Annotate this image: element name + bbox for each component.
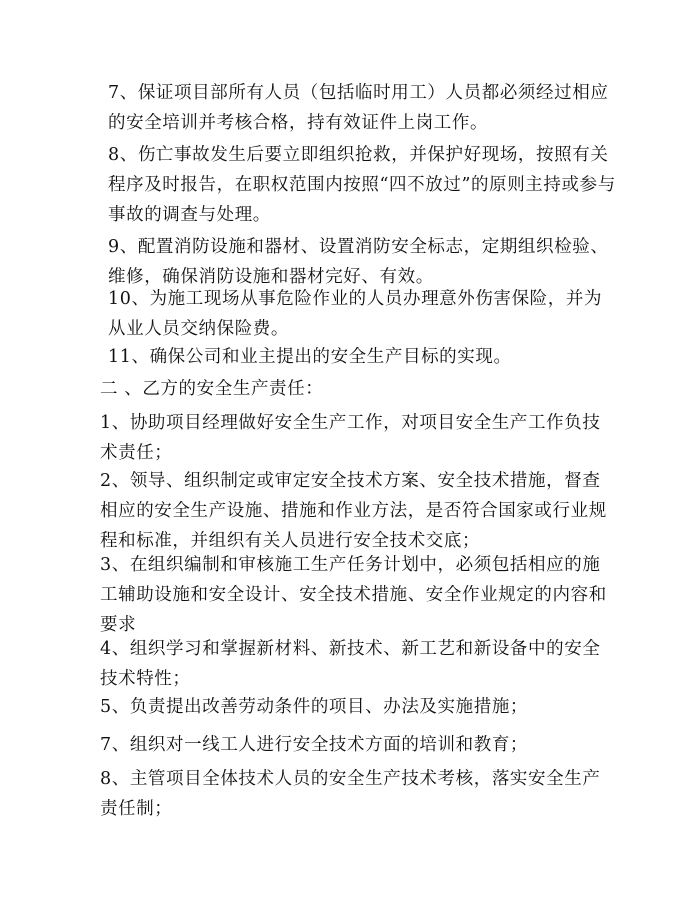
paragraph-item-11: 11、确保公司和业主提出的安全生产目标的实现。 <box>108 347 512 367</box>
duty-item-3: 3、在组织编制和审核施工生产任务计划中，必须包括相应的施工辅助设施和安全设计、安全技术措施、安全作业规定的内容和要求 <box>100 555 607 635</box>
duty-item-5: 5、负责提出改善劳动条件的项目、办法及实施措施； <box>100 697 529 717</box>
paragraph-item-8: 8、伤亡事故发生后要立即组织抢救，并保护好现场，按照有关程序及时报告，在职权范围内按照“四不放过”的原则主持或参与事故的调查与处理。 <box>108 145 616 225</box>
duty-item-8: 8、主管项目全体技术人员的安全生产技术考核，落实安全生产责任制； <box>100 769 601 819</box>
section-heading: 二 、乙方的安全生产责任： <box>100 379 324 399</box>
duty-item-2: 2、领导、组织制定或审定安全技术方案、安全技术措施，督查相应的安全生产设施、措施和作业方法，是否符合国家或行业规程和标准，并组织有关人员进行安全技术交底； <box>100 471 607 551</box>
duty-item-7: 7、组织对一线工人进行安全技术方面的培训和教育； <box>100 735 529 755</box>
paragraph-item-9: 9、配置消防设施和器材、设置消防安全标志，定期组织检验、维修，确保消防设施和器材完好、有效。 <box>108 237 609 287</box>
paragraph-item-10: 10、为施工现场从事危险作业的人员办理意外伤害保险，并为从业人员交纳保险费。 <box>108 289 603 339</box>
duty-item-4: 4、组织学习和掌握新材料、新技术、新工艺和新设备中的安全技术特性； <box>100 639 601 689</box>
paragraph-item-7: 7、保证项目部所有人员（包括临时用工）人员都必须经过相应的安全培训并考核合格，持有效证件上岗工作。 <box>108 83 609 133</box>
duty-item-1: 1、协助项目经理做好安全生产工作，对项目安全生产工作负技术责任； <box>100 413 601 463</box>
